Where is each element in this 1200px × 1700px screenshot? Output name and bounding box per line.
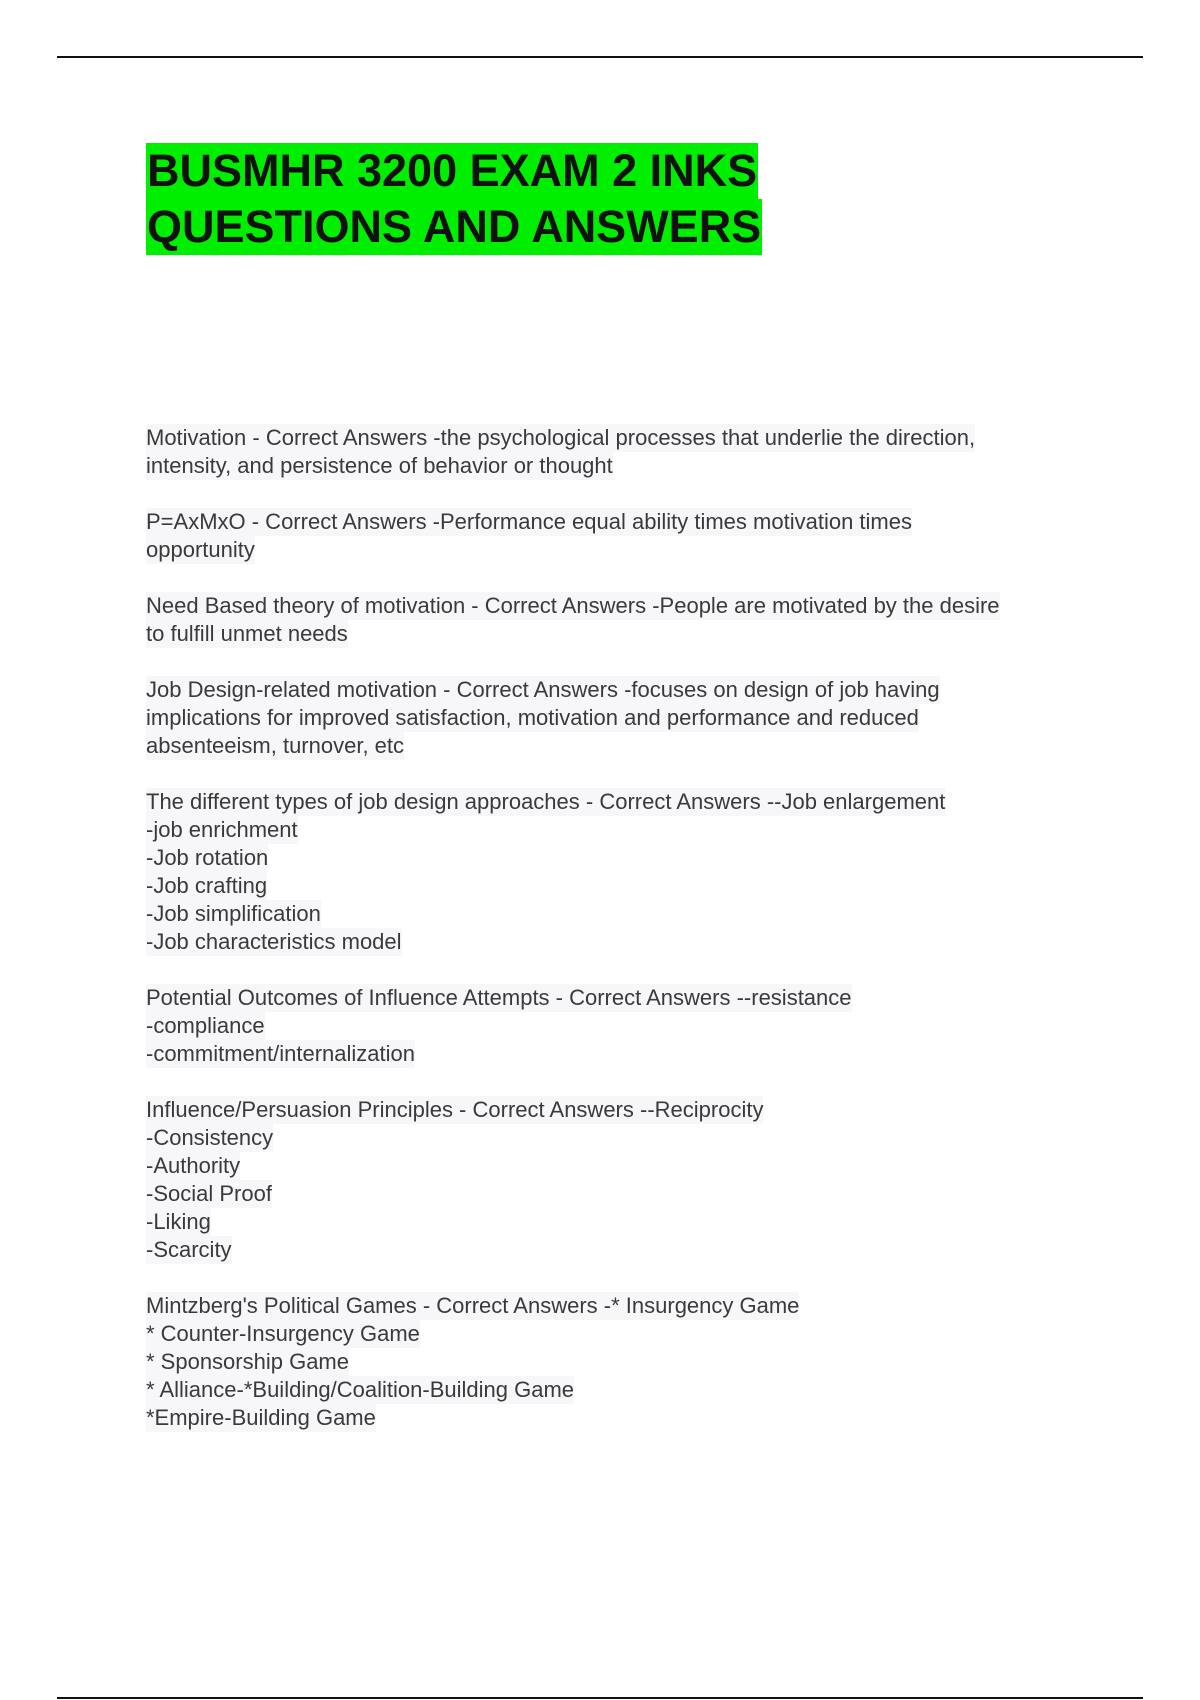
qa-answer-line: -compliance [146,1013,265,1038]
bottom-rule [57,1697,1143,1699]
qa-entry [146,592,1096,648]
qa-answer-line: -Job crafting [146,873,268,898]
qa-question-line: P=AxMxO - Correct Answers -Performance equal ability times motivation times [146,509,912,534]
qa-answer-line: implications for improved satisfaction, motivation and performance and reduced [146,705,919,730]
qa-entry [146,984,1096,1068]
qa-entry [146,1096,1096,1264]
qa-answer-line: -Liking [146,1209,211,1234]
qa-entry [146,1292,1096,1432]
title-line-1: BUSMHR 3200 EXAM 2 INKS [146,143,758,199]
qa-question-line: Motivation - Correct Answers -the psychological processes that underlie the direction, [146,425,976,450]
qa-entry [146,676,1096,760]
top-rule [57,56,1143,58]
qa-entry [146,424,1096,480]
qa-answer-line: -Consistency [146,1125,274,1150]
qa-entry [146,508,1096,564]
qa-answer-line: opportunity [146,537,255,562]
qa-answer-line: * Alliance-*Building/Coalition-Building Game [146,1377,575,1402]
document-title [146,143,762,255]
qa-answer-line: intensity, and persistence of behavior or thought [146,453,613,478]
qa-answer-line: -Social Proof [146,1181,272,1206]
title-line-2: QUESTIONS AND ANSWERS [146,199,762,255]
qa-answer-line: absenteeism, turnover, etc [146,733,405,758]
qa-question-line: Need Based theory of motivation - Correct Answers -People are motivated by the desire [146,593,1000,618]
qa-answer-line: -Job simplification [146,901,321,926]
qa-list [146,424,1096,1460]
qa-answer-line: -Job characteristics model [146,929,402,954]
qa-answer-line: * Sponsorship Game [146,1349,349,1374]
qa-answer-line: -job enrichment [146,817,298,842]
qa-answer-line: -Job rotation [146,845,269,870]
qa-question-line: Mintzberg's Political Games - Correct Answers -* Insurgency Game [146,1293,800,1318]
qa-answer-line: * Counter-Insurgency Game [146,1321,420,1346]
qa-entry [146,788,1096,956]
qa-question-line: Influence/Persuasion Principles - Correct Answers --Reciprocity [146,1097,764,1122]
qa-answer-line: -Scarcity [146,1237,232,1262]
qa-question-line: The different types of job design approaches - Correct Answers --Job enlargement [146,789,946,814]
qa-answer-line: -Authority [146,1153,241,1178]
qa-answer-line: *Empire-Building Game [146,1405,376,1430]
qa-question-line: Potential Outcomes of Influence Attempts - Correct Answers --resistance [146,985,852,1010]
qa-answer-line: to fulfill unmet needs [146,621,348,646]
qa-answer-line: -commitment/internalization [146,1041,415,1066]
qa-question-line: Job Design-related motivation - Correct Answers -focuses on design of job having [146,677,940,702]
